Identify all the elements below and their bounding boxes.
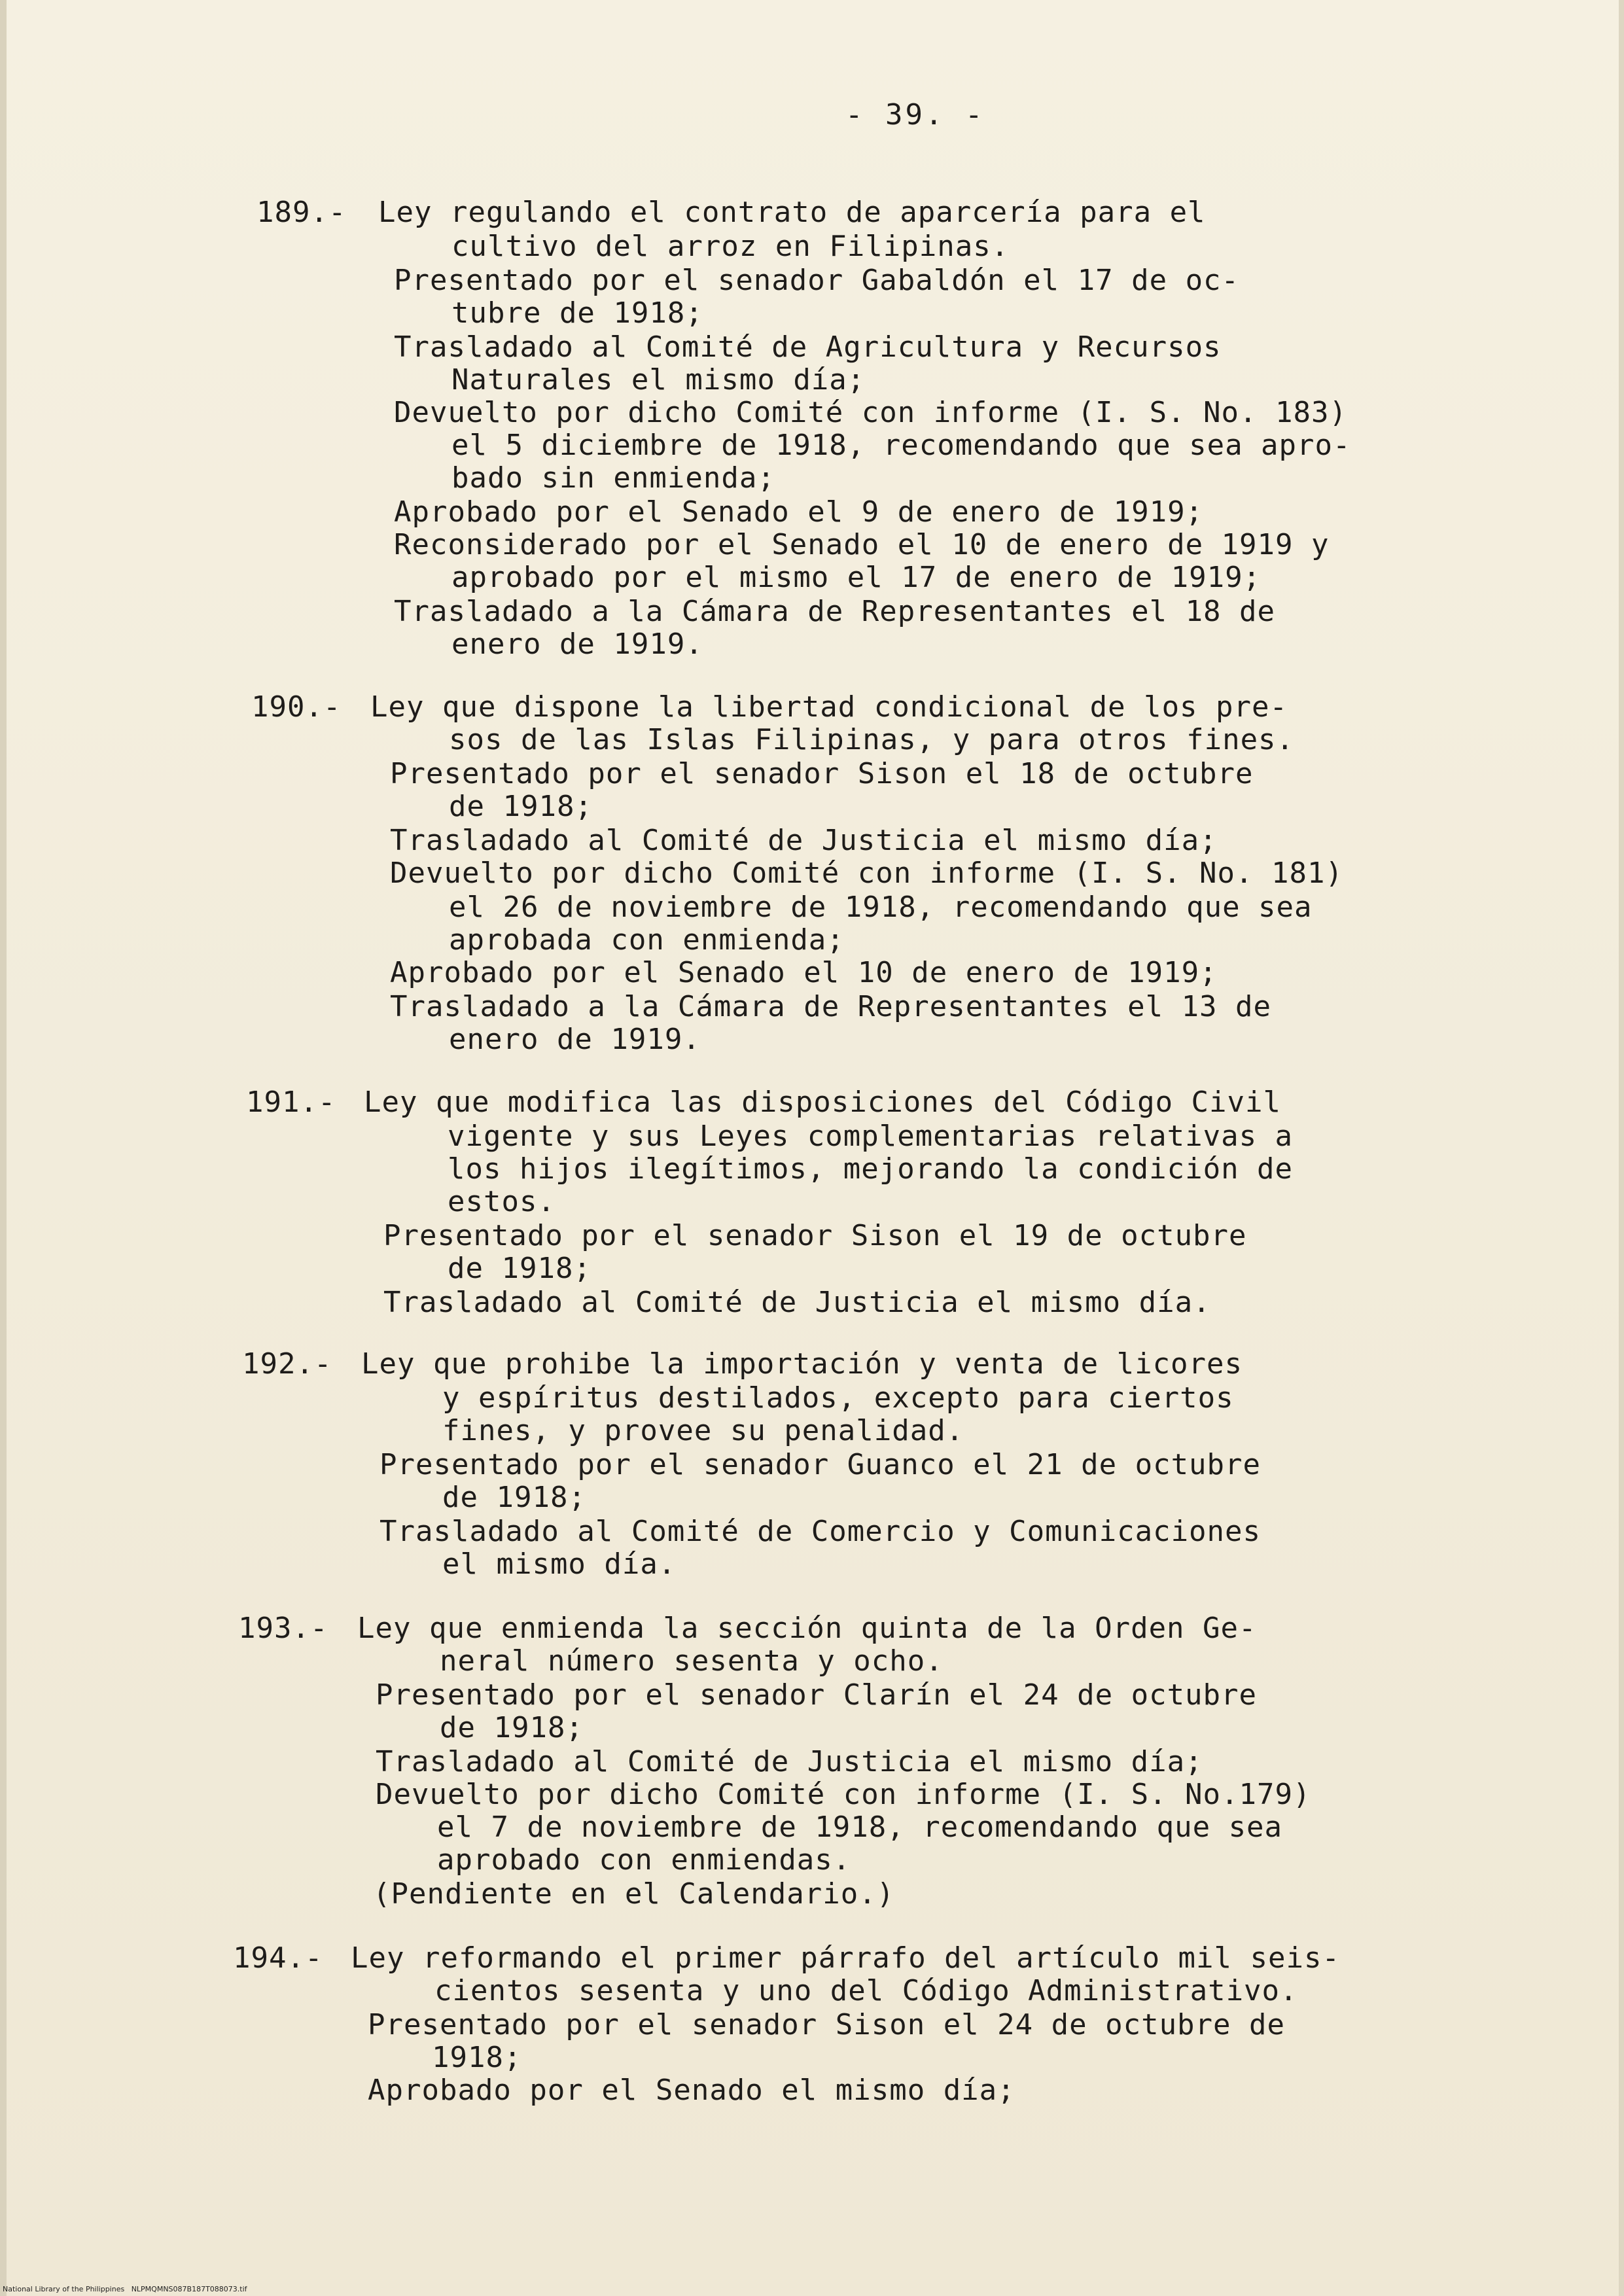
- entry-title-line: y espíritus destilados, excepto para ciertos: [442, 1381, 1234, 1415]
- entry-text-line: Trasladado a la Cámara de Representantes el 13 de: [390, 990, 1272, 1023]
- entry-text-line: Presentado por el senador Sison el 19 de octubre: [383, 1219, 1247, 1252]
- entry-text-line: aprobado con enmiendas.: [437, 1843, 851, 1877]
- entry-text-line: Trasladado al Comité de Justicia el mismo día;: [376, 1745, 1203, 1778]
- entry-number: 189.-: [256, 196, 347, 229]
- entry-number: 191.-: [246, 1086, 336, 1119]
- entry-title-line: Ley que prohibe la importación y venta de licores: [361, 1347, 1243, 1381]
- entry-text-line: Trasladado a la Cámara de Representantes el 18 de: [394, 595, 1276, 628]
- entry-title-line: Ley que dispone la libertad condicional de los pre-: [370, 690, 1288, 724]
- entry-text-line: Trasladado al Comité de Justicia el mismo día.: [383, 1286, 1211, 1319]
- entry-text-line: tubre de 1918;: [451, 296, 703, 330]
- entry-title-line: Ley que enmienda la sección quinta de la Orden Ge-: [357, 1612, 1257, 1645]
- entry-title-line: cultivo del arroz en Filipinas.: [451, 230, 1010, 263]
- scan-edge-left: [0, 0, 7, 2296]
- entry-title-line: los hijos ilegítimos, mejorando la condición de: [448, 1152, 1294, 1186]
- entry-title-line: Ley regulando el contrato de aparcería para el: [378, 196, 1206, 229]
- entry-text-line: Presentado por el senador Sison el 18 de octubre: [390, 757, 1254, 790]
- page-number: - 39. -: [845, 98, 985, 132]
- scan-edge-right: [1619, 0, 1624, 2296]
- entry-text-line: 1918;: [432, 2041, 522, 2074]
- entry-title-line: fines, y provee su penalidad.: [442, 1414, 964, 1447]
- archive-footer: National Library of the Philippines NLPMQMNS087B187T088073.tif: [3, 2285, 247, 2293]
- entry-text-line: Presentado por el senador Sison el 24 de octubre de: [368, 2008, 1286, 2041]
- entry-text-line: de 1918;: [440, 1711, 584, 1744]
- entry-text-line: el 26 de noviembre de 1918, recomendando que sea: [449, 891, 1313, 924]
- entry-text-line: Presentado por el senador Gabaldón el 17 de oc-: [394, 264, 1240, 297]
- entry-number: 192.-: [242, 1347, 332, 1381]
- entry-text-line: Presentado por el senador Guanco el 21 de octubre: [380, 1448, 1262, 1481]
- entry-text-line: Aprobado por el Senado el 9 de enero de 1919;: [394, 495, 1204, 529]
- entry-text-line: enero de 1919.: [449, 1023, 701, 1056]
- entry-text-line: de 1918;: [448, 1252, 591, 1285]
- entry-title-line: estos.: [448, 1185, 556, 1218]
- entry-text-line: Reconsiderado por el Senado el 10 de enero de 1919 y: [394, 528, 1330, 561]
- entry-text-line: el 5 diciembre de 1918, recomendando que sea apro-: [451, 429, 1351, 462]
- entry-text-line: aprobada con enmienda;: [449, 923, 845, 957]
- entry-text-line: Trasladado al Comité de Justicia el mismo día;: [390, 824, 1218, 857]
- entry-text-line: Presentado por el senador Clarín el 24 de octubre: [376, 1678, 1258, 1712]
- entry-text-line: Aprobado por el Senado el 10 de enero de 1919;: [390, 956, 1218, 989]
- entry-text-line: Aprobado por el Senado el mismo día;: [368, 2074, 1015, 2107]
- entry-title-line: neral número sesenta y ocho.: [440, 1644, 944, 1678]
- entry-text-line: aprobado por el mismo el 17 de enero de 1919;: [451, 561, 1262, 594]
- entry-number: 193.-: [238, 1612, 328, 1645]
- entry-text-line: de 1918;: [449, 790, 593, 823]
- entry-text-line: bado sin enmienda;: [451, 461, 775, 495]
- entry-number: 194.-: [233, 1941, 323, 1975]
- entry-text-line: el mismo día.: [442, 1547, 677, 1581]
- entry-text-line: Naturales el mismo día;: [451, 363, 866, 397]
- entry-text-line: enero de 1919.: [451, 627, 703, 661]
- entry-text-line: Trasladado al Comité de Agricultura y Recursos: [394, 330, 1222, 364]
- entry-text-line: Devuelto por dicho Comité con informe (I. S. No. 181): [390, 857, 1343, 890]
- entry-text-line: (Pendiente en el Calendario.): [373, 1877, 895, 1911]
- entry-text-line: el 7 de noviembre de 1918, recomendando que sea: [437, 1810, 1283, 1844]
- entry-text-line: Devuelto por dicho Comité con informe (I. S. No.179): [376, 1778, 1311, 1811]
- entry-title-line: Ley reformando el primer párrafo del artículo mil seis-: [351, 1941, 1340, 1975]
- entry-title-line: sos de las Islas Filipinas, y para otros fines.: [449, 723, 1295, 756]
- entry-number: 190.-: [251, 690, 342, 724]
- entry-text-line: Trasladado al Comité de Comercio y Comunicaciones: [380, 1515, 1262, 1548]
- entry-title-line: Ley que modifica las disposiciones del Código Civil: [364, 1086, 1282, 1119]
- entry-text-line: de 1918;: [442, 1481, 586, 1514]
- entry-text-line: Devuelto por dicho Comité con informe (I. S. No. 183): [394, 396, 1347, 429]
- entry-title-line: vigente y sus Leyes complementarias relativas a: [448, 1120, 1294, 1153]
- entry-title-line: cientos sesenta y uno del Código Administrativo.: [434, 1974, 1298, 2007]
